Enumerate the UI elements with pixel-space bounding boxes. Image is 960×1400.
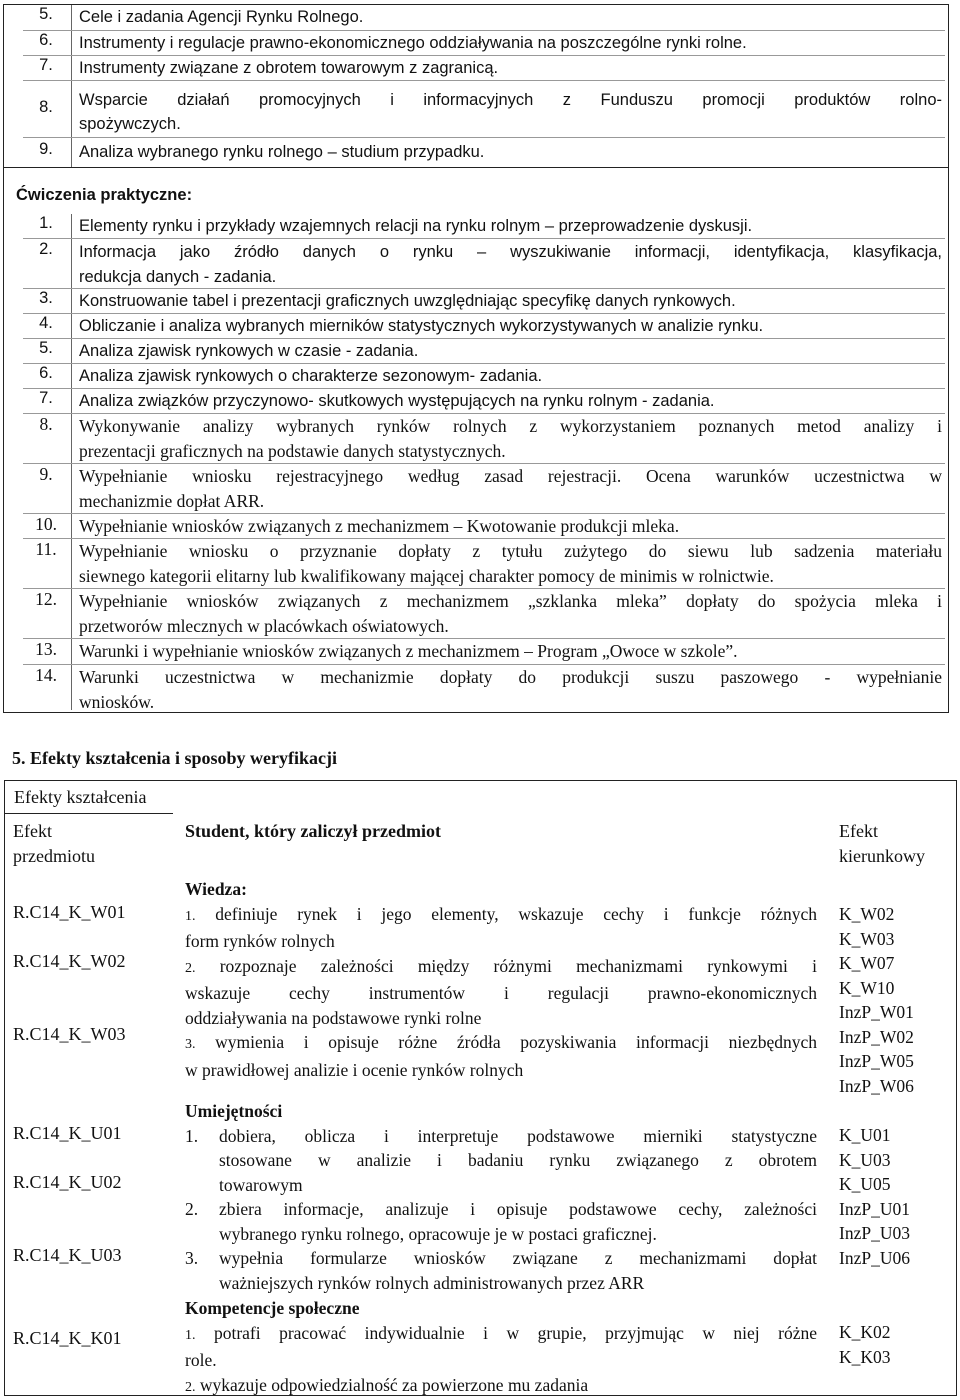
outcome-number: 2. [185, 1197, 219, 1246]
field-effect: K_U03 [839, 1148, 910, 1173]
divider [5, 813, 173, 814]
divider [23, 313, 945, 314]
item-text-line: Wypełnianie wniosków związanych z mechanizmem „szklanka mleka” dopłaty do spożycia mleka i [79, 589, 942, 614]
outcome-line [185, 1030, 817, 1058]
outcome-line: wybranego rynku rolnego, opracowuje je w postaci graficznej. [219, 1222, 817, 1247]
item-number: 8. [21, 98, 71, 117]
item-number: 7. [21, 389, 71, 408]
outcome-line: form rynków rolnych [185, 929, 817, 954]
item-number: 14. [21, 665, 71, 686]
item-number: 7. [21, 56, 71, 75]
field-effect: K_W10 [839, 976, 914, 1001]
effect-code: R.C14_K_W01 [13, 902, 126, 923]
outcome-text: potrafi pracować indywidualnie i w grupie, przyjmując w niej różne [214, 1323, 817, 1343]
divider [23, 638, 945, 639]
item-text: Wypełnianie wniosków związanych z mechanizmem – Kwotowanie produkcji mleka. [79, 514, 942, 539]
item-text-line: wniosków. [79, 690, 942, 715]
item-text-line: spożywczych. [79, 112, 942, 137]
item-number: 10. [21, 514, 71, 535]
outcome-line [185, 902, 817, 930]
outcome-line: w prawidłowej analizie i ocenie rynków rolnych [185, 1058, 817, 1083]
divider [23, 363, 945, 364]
divider [23, 238, 945, 239]
outcome-line: zbiera informacje, analizuje i opisuje podstawowe cechy, zależności [219, 1197, 817, 1222]
item-number: 5. [21, 5, 71, 24]
divider [23, 137, 945, 138]
item-text: Instrumenty związane z obrotem towarowym z zagranicą. [79, 56, 942, 81]
item-text: Analiza związków przyczynowo- skutkowych występujących na rynku rolnym - zadania. [79, 389, 942, 414]
item-text: Analiza wybranego rynku rolnego – studium przypadku. [79, 140, 942, 165]
outcome-line [185, 1373, 817, 1400]
skills-block [185, 1099, 817, 1295]
item-text-line: Warunki uczestnictwa w mechanizmie dopłaty do produkcji suszu paszowego - wypełnianie [79, 665, 942, 690]
item-text-line: siewnego kategorii elitarny lub kwalifikowany mającej charakter pomocy de minimis w rolnictwie. [79, 564, 942, 589]
section-title: 5. Efekty kształcenia i sposoby weryfikacji [12, 748, 337, 769]
item-number: 5. [21, 339, 71, 358]
item-text-line: redukcja danych - zadania. [79, 265, 942, 290]
header-line: Efekt [13, 819, 95, 844]
item-number: 3. [21, 289, 71, 308]
effects-table [4, 780, 957, 1396]
item-number: 9. [21, 140, 71, 159]
effect-code: R.C14_K_W02 [13, 951, 126, 972]
outcome-line: dobiera, oblicza i interpretuje podstawowe mierniki statystyczne [219, 1124, 817, 1149]
item-text: Cele i zadania Agencji Rynku Rolnego. [79, 5, 942, 30]
outcome-number: 2. [185, 1380, 196, 1395]
item-text-line: Wsparcie działań promocyjnych i informacyjnych z Funduszu promocji produktów rolno- [79, 88, 942, 113]
header-line: Efekt [839, 819, 925, 844]
item-number: 4. [21, 314, 71, 333]
item-number: 8. [21, 414, 71, 435]
header-student: Student, który zaliczył przedmiot [185, 819, 817, 844]
divider [23, 338, 945, 339]
outcome-number: 3. [185, 1037, 196, 1052]
outcome-number: 3. [185, 1246, 219, 1295]
item-number: 11. [21, 539, 71, 560]
divider [23, 288, 945, 289]
field-effect: InzP_U06 [839, 1246, 910, 1271]
field-effect: K_W03 [839, 927, 914, 952]
skills-outcomes [839, 1123, 910, 1270]
field-effect: K_K03 [839, 1345, 891, 1370]
divider [23, 513, 945, 514]
field-effect: InzP_W05 [839, 1049, 914, 1074]
outcome-number: 1. [185, 1328, 196, 1343]
outcome-line: wypełnia formularze wniosków związane z mechanizmami dopłat [219, 1246, 817, 1271]
outcome-line: ważniejszych rynków rolnych administrowanych przez ARR [219, 1271, 817, 1296]
field-effect: InzP_U01 [839, 1197, 910, 1222]
knowledge-block [185, 877, 817, 1082]
divider [23, 538, 945, 539]
outcome-text: wymienia i opisuje różne źródła pozyskiwania informacji niezbędnych [215, 1032, 817, 1052]
social-block [185, 1296, 817, 1400]
effect-code: R.C14_K_U02 [13, 1172, 122, 1193]
outcome-item [185, 1246, 817, 1295]
item-text: Obliczanie i analiza wybranych mierników statystycznych wykorzystywanych w analizie rynku. [79, 314, 942, 339]
divider [23, 664, 945, 665]
outcome-line: towarowym [219, 1173, 817, 1198]
item-text-line: Wypełnianie wniosku rejestracyjnego według zasad rejestracji. Ocena warunków uczestnictwa w [79, 464, 942, 489]
effect-code: R.C14_K_U01 [13, 1123, 122, 1144]
item-number: 13. [21, 639, 71, 660]
item-text-line: prezentacji graficznych na podstawie danych statystycznych. [79, 439, 942, 464]
social-title: Kompetencje społeczne [185, 1296, 817, 1321]
item-text-line: Informacja jako źródło danych o rynku – wyszukiwanie informacji, identyfikacja, klasyfikacja, [79, 240, 942, 265]
outcome-line: stosowane w analizie i badaniu rynku związanego z obrotem [219, 1148, 817, 1173]
outcome-item [185, 1124, 817, 1198]
outcome-item [185, 1197, 817, 1246]
outcome-number: 1. [185, 1124, 219, 1198]
outcome-text: definiuje rynek i jego elementy, wskazuje cechy i funkcje różnych [215, 904, 817, 924]
lecture-topics [4, 5, 948, 168]
header-effect-field [839, 819, 925, 868]
item-text-line: Wypełnianie wniosku o przyznanie dopłaty z tytułu zużytego do siewu lub sadzenia materiału [79, 539, 942, 564]
effects-label: Efekty kształcenia [14, 787, 146, 808]
divider [23, 463, 945, 464]
item-text: Analiza zjawisk rynkowych o charakterze sezonowym- zadania. [79, 364, 942, 389]
item-number: 2. [21, 240, 71, 259]
knowledge-outcomes [839, 902, 914, 1098]
outcome-line: wskazuje cechy instrumentów i regulacji prawno-ekonomicznych [185, 981, 817, 1006]
skills-title: Umiejętności [185, 1099, 817, 1124]
field-effect: K_W02 [839, 902, 914, 927]
field-effect: K_W07 [839, 951, 914, 976]
outcome-number: 1. [185, 909, 196, 924]
item-text: Warunki i wypełnianie wniosków związanych z mechanizmem – Program „Owoce w szkole”. [79, 639, 942, 664]
exercises-title: Ćwiczenia praktyczne: [16, 186, 192, 205]
divider [23, 388, 945, 389]
program-table [3, 4, 949, 713]
outcome-line [185, 954, 817, 982]
field-effect: K_U01 [839, 1123, 910, 1148]
outcome-line: oddziaływania na podstawowe rynki rolne [185, 1006, 817, 1031]
field-effect: K_U05 [839, 1172, 910, 1197]
divider [23, 413, 945, 414]
item-text: Analiza zjawisk rynkowych w czasie - zadania. [79, 339, 942, 364]
outcome-line: role. [185, 1348, 817, 1373]
outcome-line [185, 1321, 817, 1349]
item-number: 1. [21, 214, 71, 233]
outcome-text: rozpoznaje zależności między różnymi mechanizmami rynkowymi i [220, 956, 817, 976]
field-effect: InzP_W06 [839, 1074, 914, 1099]
item-text-line: Wykonywanie analizy wybranych rynków rolnych z wykorzystaniem poznanych metod analizy i [79, 414, 942, 439]
outcome-number: 2. [185, 961, 196, 976]
item-text-line: mechanizmie dopłat ARR. [79, 489, 942, 514]
field-effect: K_K02 [839, 1320, 891, 1345]
header-line: przedmiotu [13, 844, 95, 869]
outcome-text: wykazuje odpowiedzialność za powierzone mu zadania [200, 1375, 588, 1395]
item-number: 12. [21, 589, 71, 610]
item-text: Konstruowanie tabel i prezentacji graficznych uwzględniając specyfikę danych rynkowych. [79, 289, 942, 314]
item-number: 9. [21, 464, 71, 485]
header-effect-subject [13, 819, 95, 868]
header-line: kierunkowy [839, 844, 925, 869]
item-number: 6. [21, 31, 71, 50]
field-effect: InzP_W01 [839, 1000, 914, 1025]
item-text: Instrumenty i regulacje prawno-ekonomicznego oddziaływania na poszczególne rynki rolne. [79, 31, 942, 56]
effect-code: R.C14_K_K01 [13, 1328, 122, 1349]
field-effect: InzP_W02 [839, 1025, 914, 1050]
field-effect: InzP_U03 [839, 1221, 910, 1246]
effect-code: R.C14_K_W03 [13, 1024, 126, 1045]
item-text: Elementy rynku i przykłady wzajemnych relacji na rynku rolnym – przeprowadzenie dyskusji. [79, 214, 942, 239]
social-outcomes [839, 1320, 891, 1369]
item-number: 6. [21, 364, 71, 383]
divider [23, 588, 945, 589]
knowledge-title: Wiedza: [185, 877, 817, 902]
item-text-line: przetworów mlecznych w placówkach oświatowych. [79, 614, 942, 639]
effect-code: R.C14_K_U03 [13, 1245, 122, 1266]
